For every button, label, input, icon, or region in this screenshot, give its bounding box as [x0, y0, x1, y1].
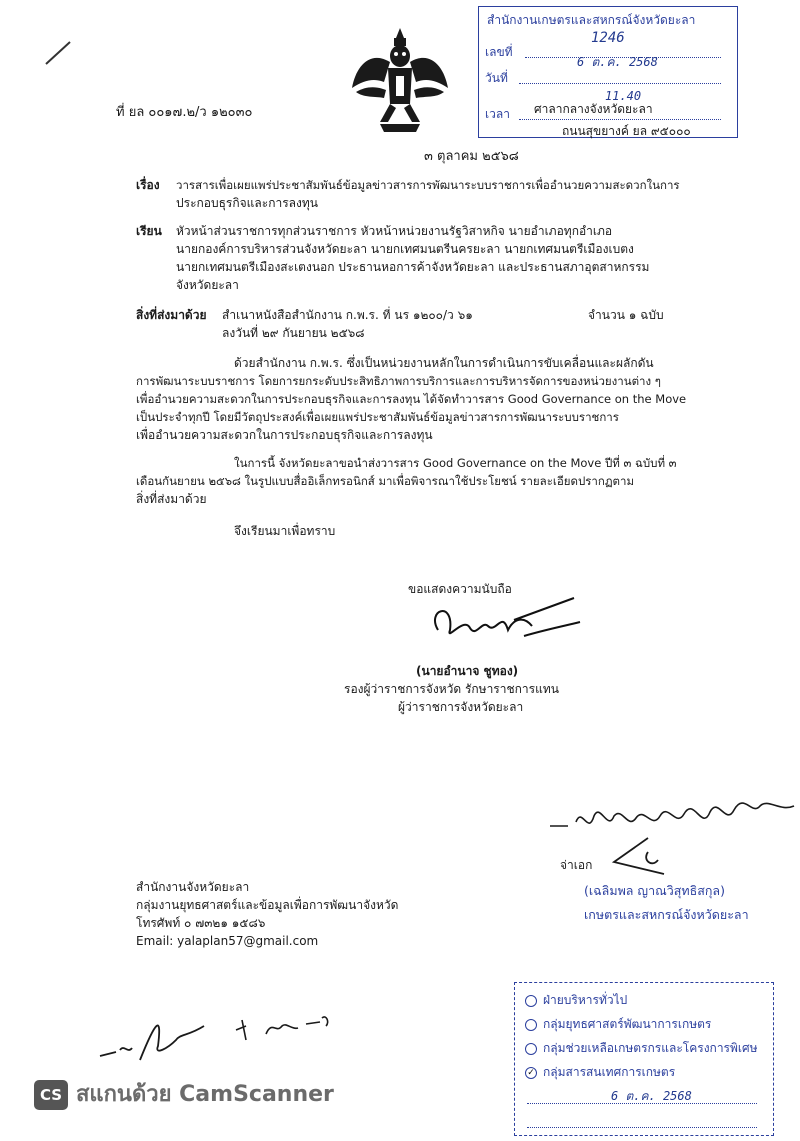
to-line: จังหวัดยะลา — [176, 278, 239, 292]
signer-position: ผู้ว่าราชการจังหวัดยะลา — [398, 700, 524, 714]
subject-label: เรื่อง — [136, 178, 160, 192]
stamp-time-label: เวลา — [485, 107, 510, 121]
routing-item: กลุ่มช่วยเหลือเกษตรกรและโครงการพิเศษ — [525, 1039, 758, 1057]
routing-checkbox-icon — [525, 995, 537, 1007]
annotation-title: เกษตรและสหกรณ์จังหวัดยะลา — [584, 907, 749, 922]
routing-item: ✓ กลุ่มสารสนเทศการเกษตร — [525, 1063, 675, 1081]
stamp-date-dots — [519, 83, 721, 84]
stamp-time-dots — [519, 119, 721, 120]
body-line: เป็นประจำทุกปี โดยมีวัตถุประสงค์เพื่อเผยแพร่ประชาสัมพันธ์ข้อมูลข่าวสารการพัฒนาระบบราชการ — [136, 410, 619, 424]
body-line: การพัฒนาระบบราชการ โดยการยกระดับประสิทธิภาพการบริการและการบริหารจัดการของหน่วยงานต่าง ๆ — [136, 374, 661, 388]
routing-item: ฝ่ายบริหารทั่วไป — [525, 991, 627, 1009]
to-label: เรียน — [136, 224, 162, 238]
signer-name: (นายอำนาจ ชูทอง) — [416, 664, 519, 678]
camscanner-logo: CS — [34, 1080, 68, 1110]
stamp-road: ถนนสุขยางค์ ยล ๙๕๐๐๐ — [562, 124, 691, 138]
pen-mark-icon — [44, 38, 74, 72]
routing-dots — [527, 1127, 757, 1128]
stamp-time-value: 11.40 — [605, 89, 642, 103]
ref-number: ที่ ยล ๐๐๑๗.๒/ว ๑๒๐๓๐ — [116, 105, 253, 120]
annotation-name: (เฉลิมพล ญาณวิสุทธิสกุล) — [584, 883, 725, 898]
handwritten-initials-icon — [96, 1000, 356, 1074]
signature-icon — [424, 590, 584, 654]
office-line: สำนักงานจังหวัดยะลา — [136, 880, 250, 894]
to-line: นายกเทศมนตรีเมืองสะเตงนอก ประธานหอการค้าจังหวัดยะลา และประธานสภาอุตสาหกรรม — [176, 260, 650, 274]
routing-checkbox-icon — [525, 1019, 537, 1031]
subject-line: ประกอบธุรกิจและการลงทุน — [176, 196, 318, 210]
annotation-rank: จ่าเอก — [560, 858, 593, 872]
routing-item: กลุ่มยุทธศาสตร์พัฒนาการเกษตร — [525, 1015, 711, 1033]
letter-date: ๓ ตุลาคม ๒๕๖๘ — [424, 149, 519, 164]
signer-position: รองผู้ว่าราชการจังหวัด รักษาราชการแทน — [344, 682, 559, 696]
office-line: Email: yalaplan57@gmail.com — [136, 934, 319, 948]
stamp-date-value: 6 ต.ค. 2568 — [577, 55, 658, 69]
body-line: เพื่ออำนวยความสะดวกในการประกอบธุรกิจและการลงทุน ได้จัดทำวารสาร Good Governance on the Move — [136, 392, 687, 406]
enclosure-line: ลงวันที่ ๒๙ กันยายน ๒๕๖๘ — [222, 326, 365, 340]
to-line: หัวหน้าส่วนราชการทุกส่วนราชการ หัวหน้าหน่วยงานรัฐวิสาหกิจ นายอำเภอทุกอำเภอ — [176, 224, 613, 238]
stamp-no-label: เลขที่ — [485, 45, 513, 59]
routing-checkbox-icon — [525, 1043, 537, 1055]
receipt-stamp — [478, 6, 738, 138]
office-line: โทรศัพท์ ๐ ๗๓๒๑ ๑๕๘๖ — [136, 916, 266, 930]
enclosure-count: จำนวน ๑ ฉบับ — [588, 308, 664, 322]
stamp-address: ศาลากลางจังหวัดยะลา — [534, 102, 653, 116]
annotation-signature-icon — [608, 834, 688, 884]
garuda-emblem-icon — [350, 26, 450, 138]
stamp-date-label: วันที่ — [485, 71, 508, 85]
routing-checkmark-icon: ✓ — [525, 1067, 537, 1079]
subject-line: วารสารเพื่อเผยแพร่ประชาสัมพันธ์ข้อมูลข่าวสารการพัฒนาระบบราชการเพื่ออำนวยความสะดวกในการ — [176, 178, 680, 192]
enclosure-line: สำเนาหนังสือสำนักงาน ก.พ.ร. ที่ นร ๑๒๐๐/ว ๖๑ — [222, 308, 473, 322]
closing-line: จึงเรียนมาเพื่อทราบ — [234, 524, 336, 538]
stamp-org: สำนักงานเกษตรและสหกรณ์จังหวัดยะลา — [487, 13, 696, 27]
body-line: เดือนกันยายน ๒๕๖๘ ในรูปแบบสื่ออิเล็กทรอนิกส์ มาเพื่อพิจารณาใช้ประโยชน์ รายละเอียดปรากฏตาม — [136, 474, 635, 488]
office-line: กลุ่มงานยุทธศาสตร์และข้อมูลเพื่อการพัฒนาจังหวัด — [136, 898, 399, 912]
body-line: ด้วยสำนักงาน ก.พ.ร. ซึ่งเป็นหน่วยงานหลักในการดำเนินการขับเคลื่อนและผลักดัน — [234, 356, 654, 370]
routing-stamp — [514, 982, 774, 1136]
enclosure-label: สิ่งที่ส่งมาด้วย — [136, 308, 207, 322]
body-line: สิ่งที่ส่งมาด้วย — [136, 492, 207, 506]
to-line: นายกองค์การบริหารส่วนจังหวัดยะลา นายกเทศมนตรีนครยะลา นายกเทศมนตรีเมืองเบตง — [176, 242, 634, 256]
camscanner-watermark: สแกนด้วย CamScanner — [76, 1082, 334, 1107]
body-line: เพื่ออำนวยความสะดวกในการประกอบธุรกิจและการลงทุน — [136, 428, 433, 442]
routing-date: 6 ต.ค. 2568 — [611, 1089, 692, 1103]
body-line: ในการนี้ จังหวัดยะลาขอนำส่งวารสาร Good Governance on the Move ปีที่ ๓ ฉบับที่ ๓ — [234, 456, 677, 470]
stamp-no-value: 1246 — [591, 30, 625, 46]
regards-line: ขอแสดงความนับถือ — [408, 582, 512, 596]
